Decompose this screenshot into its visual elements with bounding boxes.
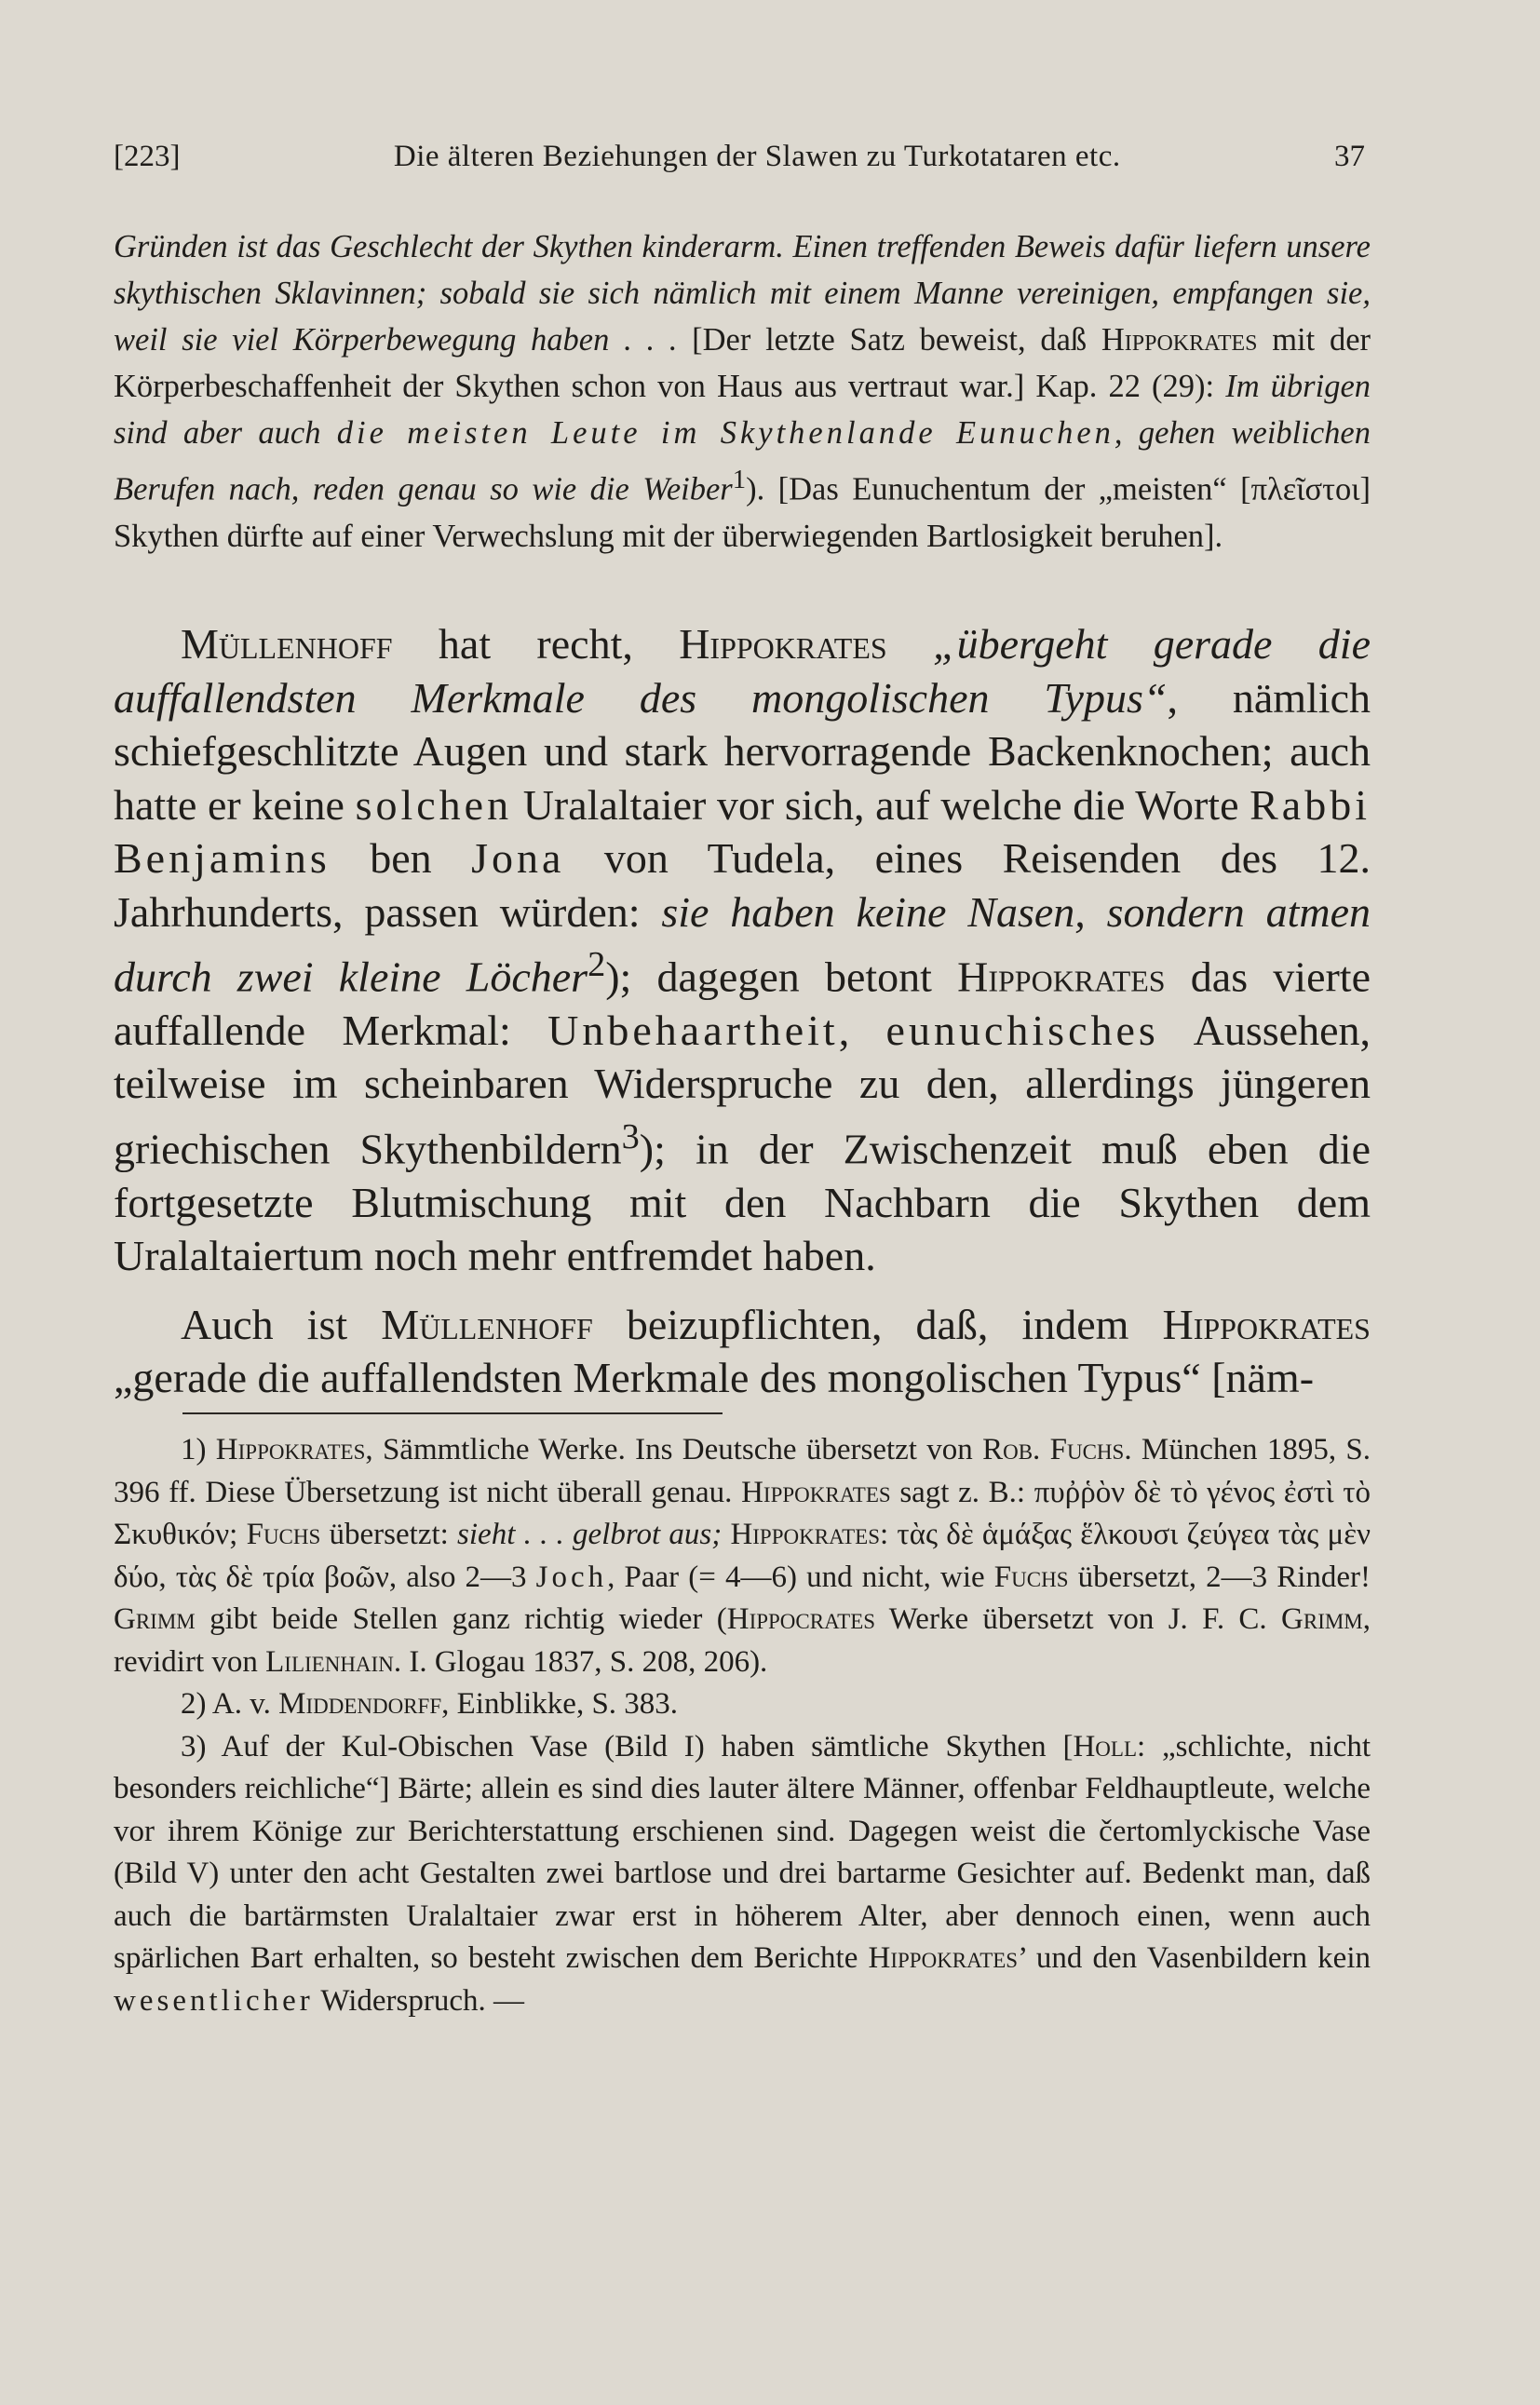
text-run: hat recht, <box>392 620 680 668</box>
text-run: , Paar (= 4—6) und nicht, wie <box>607 1560 994 1594</box>
text-run: von Tudela, eines Reisenden des 12. Jahrhunderts, passen würden: <box>114 834 1371 936</box>
running-header <box>114 140 1365 186</box>
author-name: Hippokrates <box>730 1518 881 1551</box>
author-name: Hippokrates <box>1101 322 1258 358</box>
text-run: : τὰς δὲ ἁμάξας ἕλκουσι ζεύγεα τὰς μὲν δύο, τὰς δὲ τρία βοῶν, also 2—3 <box>114 1518 1371 1594</box>
text-run: „gerade die auffallendsten Merkmale des mongolischen Typus“ [näm- <box>114 1354 1315 1402</box>
footnote-1 <box>114 1429 1371 1683</box>
author-name: Rob. Fuchs <box>982 1433 1125 1466</box>
quote-text: Gründen ist das Geschlecht der Skythen kinderarm. Einen treffenden Beweis dafür liefern unsere skythischen Sklavinnen; sobald sie sich nämlich mit einem Manne vereinigen, empfangen sie, weil sie viel Körperbewegung haben . . . <box>114 229 1371 358</box>
running-title: Die älteren Beziehungen der Slawen zu Turkotataren etc. <box>393 140 1121 173</box>
text-run: Aussehen, teilweise im scheinbaren Widerspruche zu den, allerdings jüngeren griechischen Skythenbildern <box>114 1006 1371 1173</box>
spaced-emphasis: Rabbi Benjamins <box>114 780 1371 882</box>
author-name: Hippokrates <box>679 620 887 668</box>
text-run: ); in der Zwischenzeit muß eben die fortgesetzte Blutmischung mit den Nachbarn die Skythen dem Uralaltaiertum noch mehr entfremdet haben. <box>114 1125 1371 1280</box>
text-run: . I. Glogau 1837, S. 208, 206). <box>393 1644 768 1679</box>
text-run: übersetzt, 2—3 Rinder! <box>1068 1560 1371 1594</box>
text-run: . München 1895, S. 396 ff. Diese Übersetzung ist nicht überall genau. <box>114 1433 1371 1509</box>
text-run: , Sämmtliche Werke. Ins Deutsche übersetzt von <box>365 1433 983 1466</box>
quote-text: „übergeht gerade die auffallendsten Merkmale des mongolischen Typus“ <box>114 620 1371 722</box>
spaced-emphasis: Joch <box>535 1560 608 1594</box>
text-run: übersetzt: <box>320 1518 458 1551</box>
footnote-2 <box>114 1683 1371 1726</box>
text-run: beizupflichten, daß, indem <box>592 1300 1163 1348</box>
author-name: Hippokrates <box>957 953 1166 1001</box>
author-name: Lilienhain <box>265 1644 394 1679</box>
author-name: Holl <box>1073 1729 1137 1763</box>
spaced-emphasis: die meisten Leute im Skythenlande Eunuchen <box>336 415 1114 451</box>
text-run: : „schlichte, nicht besonders reichliche“] Bärte; allein es sind dies lauter ältere Männer, offenbar Feldhauptleute, welche vor ihrem Könige zur Berichterstattung erschienen sind. Dagegen weist die čertomlyckische Vase (Bild V) unter den acht Gestalten zwei bartlose und drei bartarme Gesichter auf. Bedenkt man, daß auch die bartärmsten Uralaltaier zwar erst in höherem Alter, aber dennoch einen, wenn auch spärlichen Bart erhalten, so besteht zwischen dem Berichte <box>114 1729 1371 1975</box>
author-name: Grimm <box>114 1602 196 1636</box>
text-run: sagt z. B.: πυῤῥὸν δὲ τὸ γένος ἐστὶ τὸ Σκυθικόν; <box>114 1475 1371 1551</box>
footnote-number: 3) <box>181 1729 222 1763</box>
text-run: Widerspruch. — <box>313 1983 525 2018</box>
author-name: Hippokrates <box>1162 1300 1371 1348</box>
main-text <box>114 617 1371 1420</box>
text-run: , revidirt von <box>114 1602 1371 1679</box>
footnote-marker: 2 <box>588 945 606 984</box>
footnote-number: 1) <box>181 1433 216 1466</box>
text-run: gibt beide Stellen ganz richtig wieder ( <box>195 1602 727 1636</box>
footnotes <box>114 1429 1371 2022</box>
author-name: Middendorff <box>278 1687 442 1721</box>
text-run: Uralaltaier vor sich, auf welche die Worte <box>512 780 1250 829</box>
text-run: [Der letzte Satz beweist, daß <box>677 322 1101 358</box>
footnote-marker: 3 <box>621 1116 640 1156</box>
footnote-number: 2) A. v. <box>181 1687 279 1721</box>
text-run: Auch ist <box>181 1300 382 1348</box>
footnote-rule <box>182 1412 723 1414</box>
author-name: Hippokrates <box>741 1475 891 1509</box>
author-name: Grimm <box>1281 1602 1363 1636</box>
text-run: , <box>838 1006 886 1054</box>
spaced-emphasis: Unbehaartheit <box>547 1006 839 1054</box>
author-name: Hippokrates <box>868 1941 1019 1975</box>
author-name: Hippokrates <box>215 1433 366 1466</box>
body-paragraph <box>114 617 1371 1283</box>
author-name: Müllenhoff <box>181 620 393 668</box>
footnote-marker: 1 <box>732 465 747 494</box>
text-run: Werke übersetzt von J. F. C. <box>875 1602 1282 1636</box>
page-reference: [223] <box>114 140 181 173</box>
quotation-paragraph <box>114 223 1371 560</box>
author-name: Fuchs <box>246 1518 321 1551</box>
body-paragraph <box>114 1298 1371 1405</box>
quoted-passage <box>114 223 1371 560</box>
spaced-emphasis: eunuchisches <box>885 1006 1159 1054</box>
text-run: das vierte auffallende Merkmal: <box>114 953 1371 1054</box>
author-name: Fuchs <box>993 1560 1069 1594</box>
spaced-emphasis: solchen <box>355 780 513 829</box>
text-run: ’ und den Vasenbildern kein <box>1018 1941 1371 1975</box>
text-run: ben <box>330 834 472 882</box>
text-run: ). [Das Eunuchentum der „meisten“ [πλεῖστοι] Skythen dürfte auf einer Verwechslung mit der überwiegenden Bartlosigkeit beruhen]. <box>114 471 1371 554</box>
spaced-emphasis: wesentlicher <box>114 1983 314 2018</box>
spaced-emphasis: Jona <box>471 834 565 882</box>
quote-text: Im übrigen sind aber auch <box>114 369 1371 451</box>
author-name: Müllenhoff <box>381 1300 593 1348</box>
text-run: , nämlich schiefgeschlitzte Augen und stark hervorragende Backenknochen; auch hatte er keine <box>114 673 1371 829</box>
quote-text: sie haben keine Nasen, sondern atmen durch zwei kleine Löcher <box>114 887 1371 1001</box>
author-name: Hippocrates <box>726 1602 876 1636</box>
quote-text: , gehen weiblichen Berufen nach, reden genau so wie die Weiber <box>114 415 1371 507</box>
text-run: Auf der Kul-Obischen Vase (Bild I) haben sämtliche Skythen [ <box>221 1729 1074 1763</box>
page-number: 37 <box>1334 140 1365 173</box>
text-run: , Einblikke, S. 383. <box>441 1687 679 1721</box>
footnote-3 <box>114 1726 1371 2023</box>
text-run: ); dagegen betont <box>605 953 958 1001</box>
quote-text: sieht . . . gelbrot aus; <box>457 1518 723 1551</box>
text-run: mit der Körperbeschaffenheit der Skythen schon von Haus aus vertraut war.] Kap. 22 (29): <box>114 322 1371 404</box>
